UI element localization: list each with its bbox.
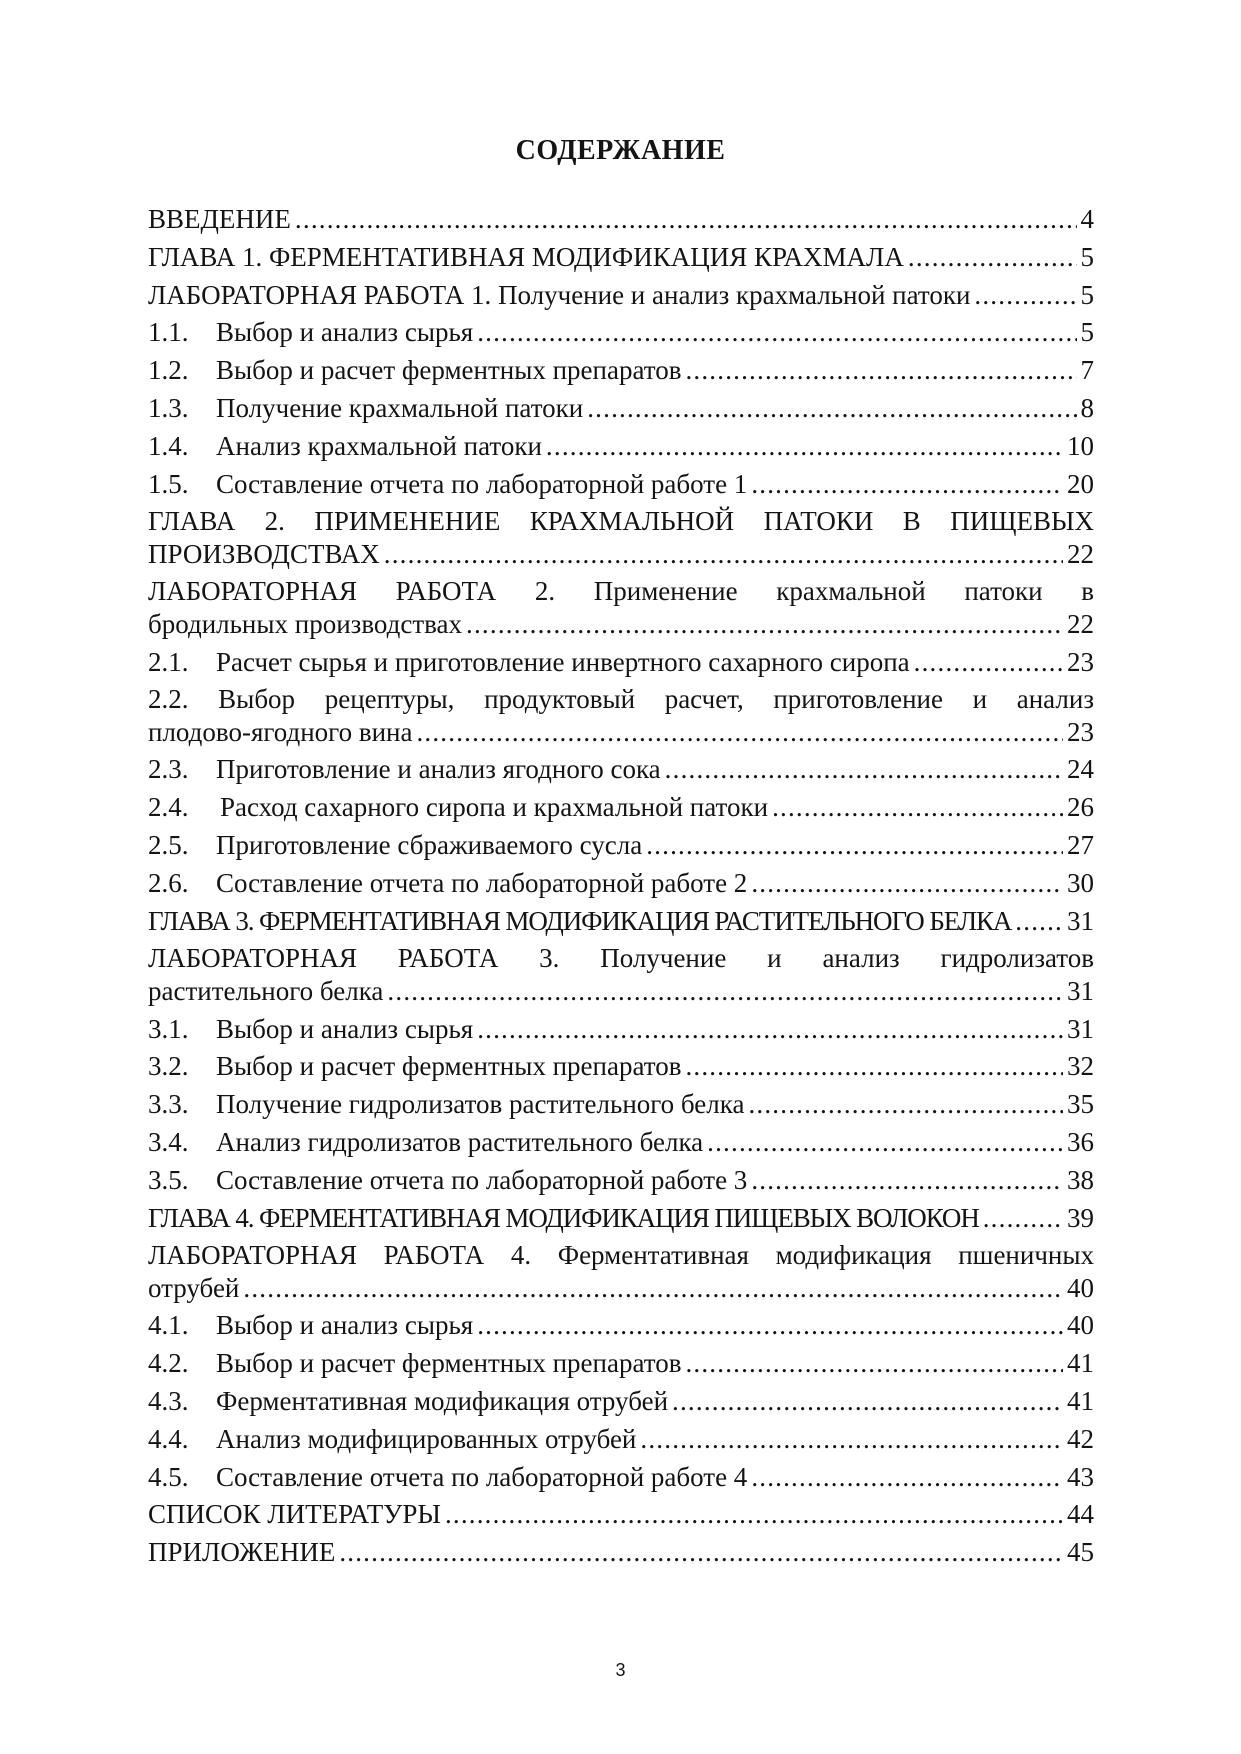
toc-entry-2-4[interactable]: [148, 791, 1094, 823]
toc-label: Выбор и анализ сырья: [216, 1310, 474, 1341]
toc-label-line-2: отрубей: [148, 1272, 240, 1303]
toc-page-number: 10: [1067, 430, 1094, 461]
toc-entry-3-1[interactable]: [148, 1013, 1094, 1045]
toc-page-number: 41: [1067, 1348, 1094, 1379]
toc-section-number: 4.2.: [148, 1348, 189, 1379]
dot-leader: [466, 608, 1063, 640]
toc-entry-3-3[interactable]: [148, 1088, 1094, 1120]
toc-section-number: 2.6.: [148, 867, 189, 898]
dot-leader: [295, 203, 1077, 235]
dot-leader: [416, 716, 1063, 748]
toc-entry-1-3[interactable]: [148, 392, 1094, 424]
toc-label-line-2: плодово-ягодного вина: [148, 716, 413, 747]
toc-label-text: Выбор рецептуры, продуктовый расчет, приготовление и анализ: [218, 684, 1094, 715]
toc-label: Составление отчета по лабораторной работе 1: [216, 468, 748, 499]
toc-entry-4-5[interactable]: [148, 1461, 1094, 1493]
toc-label: Выбор и расчет ферментных препаратов: [216, 1051, 682, 1082]
toc-section-number: 2.4.: [148, 792, 189, 823]
toc-entry-lab-4[interactable]: [148, 1239, 1094, 1304]
toc-label: ЛАБОРАТОРНАЯ РАБОТА 1. Получение и анализ крахмальной патоки: [148, 279, 971, 310]
dot-leader: [243, 1272, 1063, 1304]
toc-page-number: 5: [1080, 317, 1094, 348]
toc-entry-1-1[interactable]: [148, 316, 1094, 348]
dot-leader: [685, 1347, 1063, 1379]
toc-label: ГЛАВА 3. ФЕРМЕНТАТИВНАЯ МОДИФИКАЦИЯ РАСТИТЕЛЬНОГО БЕЛКА: [148, 905, 1012, 936]
toc-page-number: 24: [1067, 754, 1094, 785]
toc-page-number: 36: [1067, 1126, 1094, 1157]
toc-entry-appendix[interactable]: [148, 1536, 1094, 1568]
toc-page-number: 22: [1067, 608, 1094, 639]
toc-page-number: 26: [1067, 792, 1094, 823]
toc-label-line-2: ПРОИЗВОДСТВАХ: [148, 538, 380, 569]
toc-entry-2-1[interactable]: [148, 646, 1094, 678]
toc-label: Выбор и расчет ферментных препаратов: [216, 1348, 682, 1379]
toc-entry-chapter-4[interactable]: [148, 1202, 1094, 1234]
toc-entry-lab-2[interactable]: [148, 575, 1094, 640]
toc-page-number: 23: [1067, 646, 1094, 677]
table-of-contents: [148, 203, 1094, 1574]
toc-page-number: 30: [1067, 867, 1094, 898]
toc-label-line-2: растительного белка: [148, 975, 384, 1006]
toc-entry-2-2[interactable]: [148, 683, 1094, 748]
toc-page-number: 23: [1067, 716, 1094, 747]
dot-leader: [685, 354, 1076, 386]
toc-entry-4-3[interactable]: [148, 1385, 1094, 1417]
toc-page-number: 5: [1080, 241, 1094, 272]
toc-page-number: 45: [1067, 1537, 1094, 1568]
toc-entry-2-5[interactable]: [148, 829, 1094, 861]
toc-section-number: 1.1.: [148, 317, 189, 348]
toc-label: Анализ модифицированных отрубей: [216, 1423, 637, 1454]
toc-section-number: 1.5.: [148, 468, 189, 499]
toc-entry-3-4[interactable]: [148, 1126, 1094, 1158]
page-number: 3: [615, 1660, 626, 1680]
toc-entry-4-2[interactable]: [148, 1347, 1094, 1379]
toc-label: Анализ крахмальной патоки: [216, 430, 542, 461]
toc-page-number: 31: [1067, 975, 1094, 1006]
toc-page-number: 8: [1080, 392, 1094, 423]
toc-label: Расчет сырья и приготовление инвертного сахарного сиропа: [216, 646, 910, 677]
toc-section-number: 3.3.: [148, 1089, 189, 1120]
toc-section-number: 4.3.: [148, 1386, 189, 1416]
toc-page-number: 5: [1080, 279, 1094, 310]
dot-leader: [772, 791, 1063, 823]
toc-section-number: 1.3.: [148, 392, 189, 423]
toc-label: СПИСОК ЛИТЕРАТУРЫ: [148, 1499, 441, 1530]
toc-label: Ферментативная модификация отрубей: [216, 1386, 669, 1416]
toc-label: Приготовление и анализ ягодного сока: [216, 754, 661, 785]
toc-entry-3-2[interactable]: [148, 1050, 1094, 1082]
toc-entry-chapter-1[interactable]: [148, 241, 1094, 273]
toc-entry-3-5[interactable]: [148, 1164, 1094, 1196]
dot-leader: [672, 1385, 1063, 1417]
toc-label: Выбор и анализ сырья: [216, 1013, 474, 1044]
toc-page-number: 41: [1067, 1386, 1094, 1416]
toc-label-line-1: ЛАБОРАТОРНАЯ РАБОТА 4. Ферментативная модификация пшеничных: [148, 1240, 1094, 1271]
toc-page-number: 35: [1067, 1089, 1094, 1120]
toc-entry-4-1[interactable]: [148, 1309, 1094, 1341]
toc-section-number: 3.1.: [148, 1013, 189, 1044]
toc-label: Анализ гидролизатов растительного белка: [216, 1126, 704, 1157]
toc-entry-2-6[interactable]: [148, 867, 1094, 899]
toc-page-number: 42: [1067, 1423, 1094, 1454]
toc-section-number: 4.5.: [148, 1461, 189, 1492]
toc-label: ПРИЛОЖЕНИЕ: [148, 1537, 336, 1568]
toc-entry-1-5[interactable]: [148, 468, 1094, 500]
dot-leader: [384, 538, 1063, 570]
dot-leader: [546, 430, 1063, 462]
toc-section-number: 3.5.: [148, 1164, 189, 1195]
toc-page-number: 39: [1067, 1202, 1094, 1233]
toc-entry-lab-3[interactable]: [148, 942, 1094, 1007]
toc-entry-lab-1[interactable]: [148, 279, 1094, 311]
toc-entry-chapter-2[interactable]: [148, 505, 1094, 570]
toc-label: Составление отчета по лабораторной работе 3: [216, 1164, 748, 1195]
toc-label-line-1: ЛАБОРАТОРНАЯ РАБОТА 3. Получение и анализ гидролизатов: [148, 943, 1094, 974]
dot-leader: [646, 829, 1063, 861]
toc-label: Составление отчета по лабораторной работе 2: [216, 867, 748, 898]
toc-page-number: 31: [1067, 905, 1094, 936]
toc-section-number: 3.4.: [148, 1126, 189, 1157]
toc-label-line-1: ГЛАВА 2. ПРИМЕНЕНИЕ КРАХМАЛЬНОЙ ПАТОКИ В ПИЩЕВЫХ: [148, 506, 1094, 537]
toc-entry-2-3[interactable]: [148, 753, 1094, 785]
toc-section-number: 2.3.: [148, 754, 189, 785]
toc-label-line-1: [148, 683, 1094, 715]
toc-page-number: 40: [1067, 1310, 1094, 1341]
toc-page-number: 4: [1080, 204, 1094, 234]
dot-leader: [751, 468, 1063, 500]
page-title: СОДЕРЖАНИЕ: [515, 135, 726, 166]
toc-page-number: 38: [1067, 1164, 1094, 1195]
dot-leader: [640, 1423, 1063, 1455]
toc-page-number: 31: [1067, 1013, 1094, 1044]
toc-label: Получение гидролизатов растительного белка: [216, 1089, 745, 1120]
dot-leader: [707, 1126, 1063, 1158]
toc-section-number: 2.1.: [148, 646, 189, 677]
dot-leader: [974, 279, 1076, 311]
toc-section-number: 1.4.: [148, 430, 189, 461]
toc-label: Получение крахмальной патоки: [216, 392, 584, 423]
dot-leader: [983, 1202, 1063, 1234]
toc-entry-1-4[interactable]: [148, 430, 1094, 462]
toc-section-number: 1.2.: [148, 355, 189, 386]
toc-page-number: 40: [1067, 1272, 1094, 1303]
dot-leader: [748, 1088, 1063, 1120]
dot-leader: [445, 1498, 1063, 1530]
dot-leader: [908, 241, 1077, 273]
dot-leader: [477, 1309, 1063, 1341]
toc-label: Приготовление сбраживаемого сусла: [216, 830, 643, 861]
dot-leader: [751, 867, 1063, 899]
toc-section-number: 4.1.: [148, 1310, 189, 1341]
toc-section-number: 2.2.: [148, 684, 189, 715]
toc-section-number: 4.4.: [148, 1423, 189, 1454]
toc-section-number: 2.5.: [148, 830, 189, 861]
toc-label: Выбор и расчет ферментных препаратов: [216, 355, 682, 386]
toc-page-number: 7: [1080, 355, 1094, 386]
toc-page-number: 32: [1067, 1051, 1094, 1082]
dot-leader: [587, 392, 1076, 424]
dot-leader: [339, 1536, 1063, 1568]
toc-label: Расход сахарного сиропа и крахмальной патоки: [220, 792, 769, 823]
dot-leader: [751, 1461, 1063, 1493]
toc-label-line-1: ЛАБОРАТОРНАЯ РАБОТА 2. Применение крахмальной патоки в: [148, 576, 1094, 607]
toc-label: Выбор и анализ сырья: [216, 317, 474, 348]
toc-page-number: 44: [1067, 1499, 1094, 1530]
dot-leader: [477, 1013, 1063, 1045]
toc-entry-4-4[interactable]: [148, 1423, 1094, 1455]
toc-page-number: 27: [1067, 830, 1094, 861]
dot-leader: [387, 975, 1063, 1007]
dot-leader: [751, 1164, 1063, 1196]
toc-page-number: 22: [1067, 538, 1094, 569]
dot-leader: [665, 753, 1063, 785]
dot-leader: [1015, 905, 1063, 937]
toc-label: ВВЕДЕНИЕ: [148, 204, 291, 234]
toc-page-number: 43: [1067, 1461, 1094, 1492]
toc-entry-references[interactable]: [148, 1498, 1094, 1530]
dot-leader: [477, 316, 1076, 348]
toc-entry-intro[interactable]: [148, 203, 1094, 235]
dot-leader: [685, 1050, 1063, 1082]
toc-entry-1-2[interactable]: [148, 354, 1094, 386]
toc-entry-chapter-3[interactable]: [148, 905, 1094, 937]
toc-label: ГЛАВА 1. ФЕРМЕНТАТИВНАЯ МОДИФИКАЦИЯ КРАХМАЛА: [148, 241, 904, 272]
toc-label: Составление отчета по лабораторной работе 4: [216, 1461, 748, 1492]
toc-label: ГЛАВА 4. ФЕРМЕНТАТИВНАЯ МОДИФИКАЦИЯ ПИЩЕВЫХ ВОЛОКОН: [148, 1202, 979, 1233]
dot-leader: [914, 646, 1063, 678]
toc-label-line-2: бродильных производствах: [148, 608, 463, 639]
toc-section-number: 3.2.: [148, 1051, 189, 1082]
toc-page-number: 20: [1067, 468, 1094, 499]
